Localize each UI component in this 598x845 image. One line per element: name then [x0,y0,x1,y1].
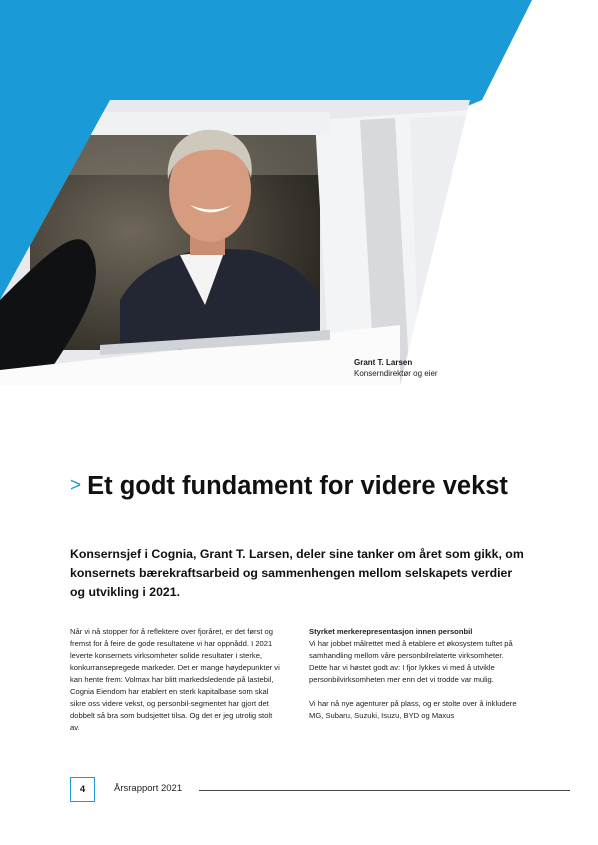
caption-role: Konserndirektør og eier [354,369,438,378]
footer-text: Årsrapport 2021 [114,783,183,794]
lead-paragraph: Konsernsjef i Cognia, Grant T. Larsen, deler sine tanker om året som gikk, om konsernets bærekraftsarbeid og sammenhengen mellom selskapets verdier og utvikling i 2021. [70,547,524,599]
chevron-right-icon: > [70,475,82,496]
portrait-photo-icon [0,0,598,400]
body-column-left [70,626,280,746]
body-paragraph: Når vi nå stopper for å reflektere over fjoråret, er det først og fremst for å feire de gode resultatene vi har oppnådd. I 2021 leverte konsernets virksomheter solide resultater i sterke, konkurransepregede markeder. Det er mange høydepunkter vi kan hente frem: Volmax har blitt markedsledende på lastebil, Cognia Eiendom har etablert en sterk kapitalbase som skal sikre oss videre vekst, og personbil-segmentet har gjort det dobbelt så bra som budsjettet tilsa. Og det er jeg utrolig stolt av. [70,627,280,732]
page-title [70,470,570,505]
body-paragraph: Vi har jobbet målrettet med å etablere et økosystem tuftet på samhandling mellom våre personbilrelaterte virksomheter. Dette har vi høstet godt av: I fjor lykkes vi med å utvikle personbilvirksomheten mer enn det vi trodde var mulig. [309,639,513,684]
caption-name: Grant T. Larsen [354,358,413,367]
body-paragraph: Vi har nå nye agenturer på plass, og er stolte over å inkludere MG, Subaru, Suzuki, Isuzu, BYD og Maxus [309,699,517,720]
body-column-right [309,626,521,734]
page-number: 4 [70,777,95,802]
title-text: Et godt fundament for videre vekst [87,472,508,500]
page-footer [70,777,570,804]
photo-caption [354,357,438,379]
footer-divider [199,790,570,791]
section-subheading: Styrket merkerepresentasjon innen personbil [309,627,473,636]
